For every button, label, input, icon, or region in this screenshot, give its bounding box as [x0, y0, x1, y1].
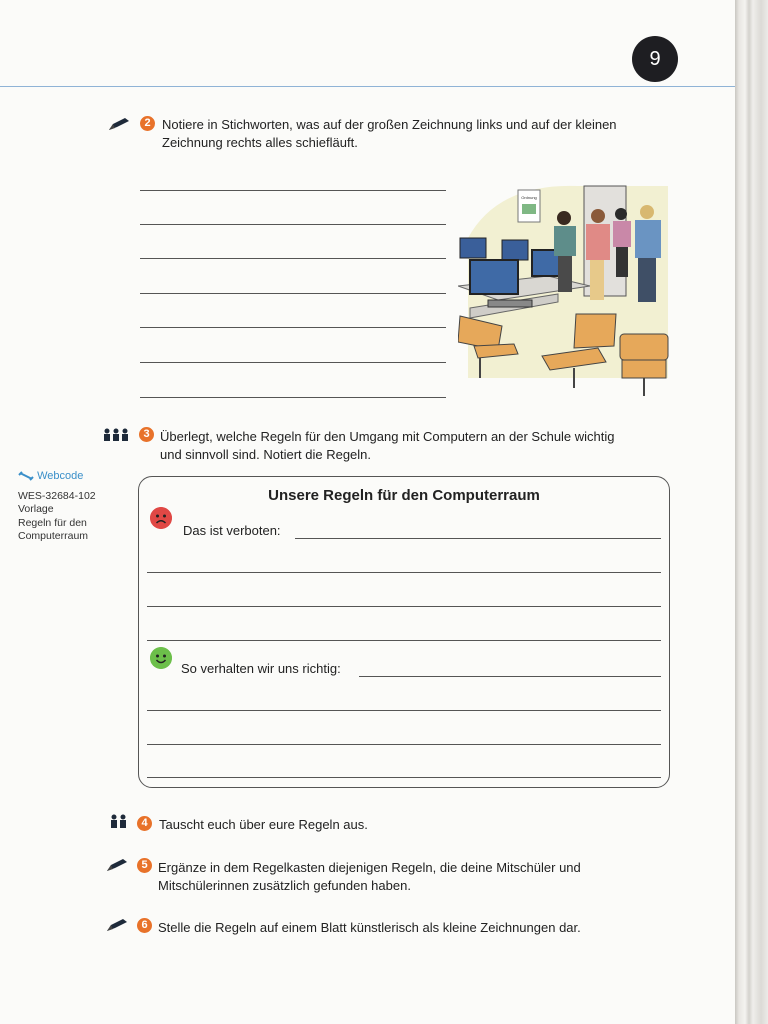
task-5-line2: Mitschülerinnen zusätzlich gefunden haben.: [158, 878, 411, 893]
rule-line[interactable]: [147, 744, 661, 745]
pencil-icon: [108, 117, 130, 131]
pair-icon: [110, 813, 128, 829]
task-4-text: Tauscht euch über eure Regeln aus.: [159, 817, 368, 832]
forbidden-label: Das ist verboten:: [183, 523, 281, 538]
rule-line[interactable]: [147, 606, 661, 607]
task-6-text: Stelle die Regeln auf einem Blatt künstlerisch als kleine Zeichnungen dar.: [158, 920, 581, 935]
task-5-line1: Ergänze in dem Regelkasten diejenigen Regeln, die deine Mitschüler und: [158, 860, 581, 875]
task-5-text: [158, 859, 678, 895]
pencil-icon: [106, 918, 128, 932]
webcode-label-row[interactable]: [18, 470, 96, 484]
answer-line[interactable]: [140, 224, 446, 225]
correct-label: So verhalten wir uns richtig:: [181, 661, 341, 676]
task-2-line2: Zeichnung rechts alles schiefläuft.: [162, 135, 358, 150]
answer-line[interactable]: [140, 258, 446, 259]
task-number-2: 2: [140, 116, 155, 131]
answer-line[interactable]: [140, 190, 446, 191]
answer-line[interactable]: [140, 362, 446, 363]
page-number: 9: [632, 36, 678, 82]
page-edge: [735, 0, 768, 1024]
task-number-6: 6: [137, 918, 152, 933]
rule-line[interactable]: [147, 710, 661, 711]
webcode-desc-1: Vorlage: [18, 503, 54, 515]
webcode-desc-2: Regeln für den: [18, 516, 87, 529]
header-divider: [0, 86, 735, 87]
answer-line[interactable]: [140, 293, 446, 294]
pencil-icon: [106, 858, 128, 872]
rule-line[interactable]: [147, 777, 661, 778]
webcode-label: Webcode: [37, 470, 84, 482]
sad-face-icon: [150, 507, 172, 529]
happy-face-icon: [150, 647, 172, 669]
answer-line[interactable]: [140, 397, 446, 398]
link-icon: [18, 471, 34, 481]
task-2-text: [162, 116, 682, 152]
task-number-3: 3: [139, 427, 154, 442]
group-icon: [103, 428, 129, 442]
poster-text: Ordnung: [521, 195, 537, 200]
rule-line[interactable]: [359, 676, 661, 677]
rule-line[interactable]: [295, 538, 661, 539]
rule-line[interactable]: [147, 640, 661, 641]
webcode-desc-3: Computerraum: [18, 530, 89, 542]
task-number-4: 4: [137, 816, 152, 831]
rule-line[interactable]: [147, 572, 661, 573]
answer-line[interactable]: [140, 327, 446, 328]
rules-box: [138, 476, 670, 788]
task-3-line2: und sinnvoll sind. Notiert die Regeln.: [160, 447, 372, 462]
rules-box-title: Unsere Regeln für den Computerraum: [268, 487, 540, 504]
task-3-text: [160, 428, 680, 464]
webcode-sidebar: [18, 470, 96, 544]
task-number-5: 5: [137, 858, 152, 873]
webcode-value: WES-32684-102: [18, 489, 96, 502]
task-2-line1: Notiere in Stichworten, was auf der großen Zeichnung links und auf der kleinen: [162, 117, 617, 132]
task-3-line1: Überlegt, welche Regeln für den Umgang mit Computern an der Schule wichtig: [160, 429, 615, 444]
computer-room-illustration: [458, 178, 670, 398]
